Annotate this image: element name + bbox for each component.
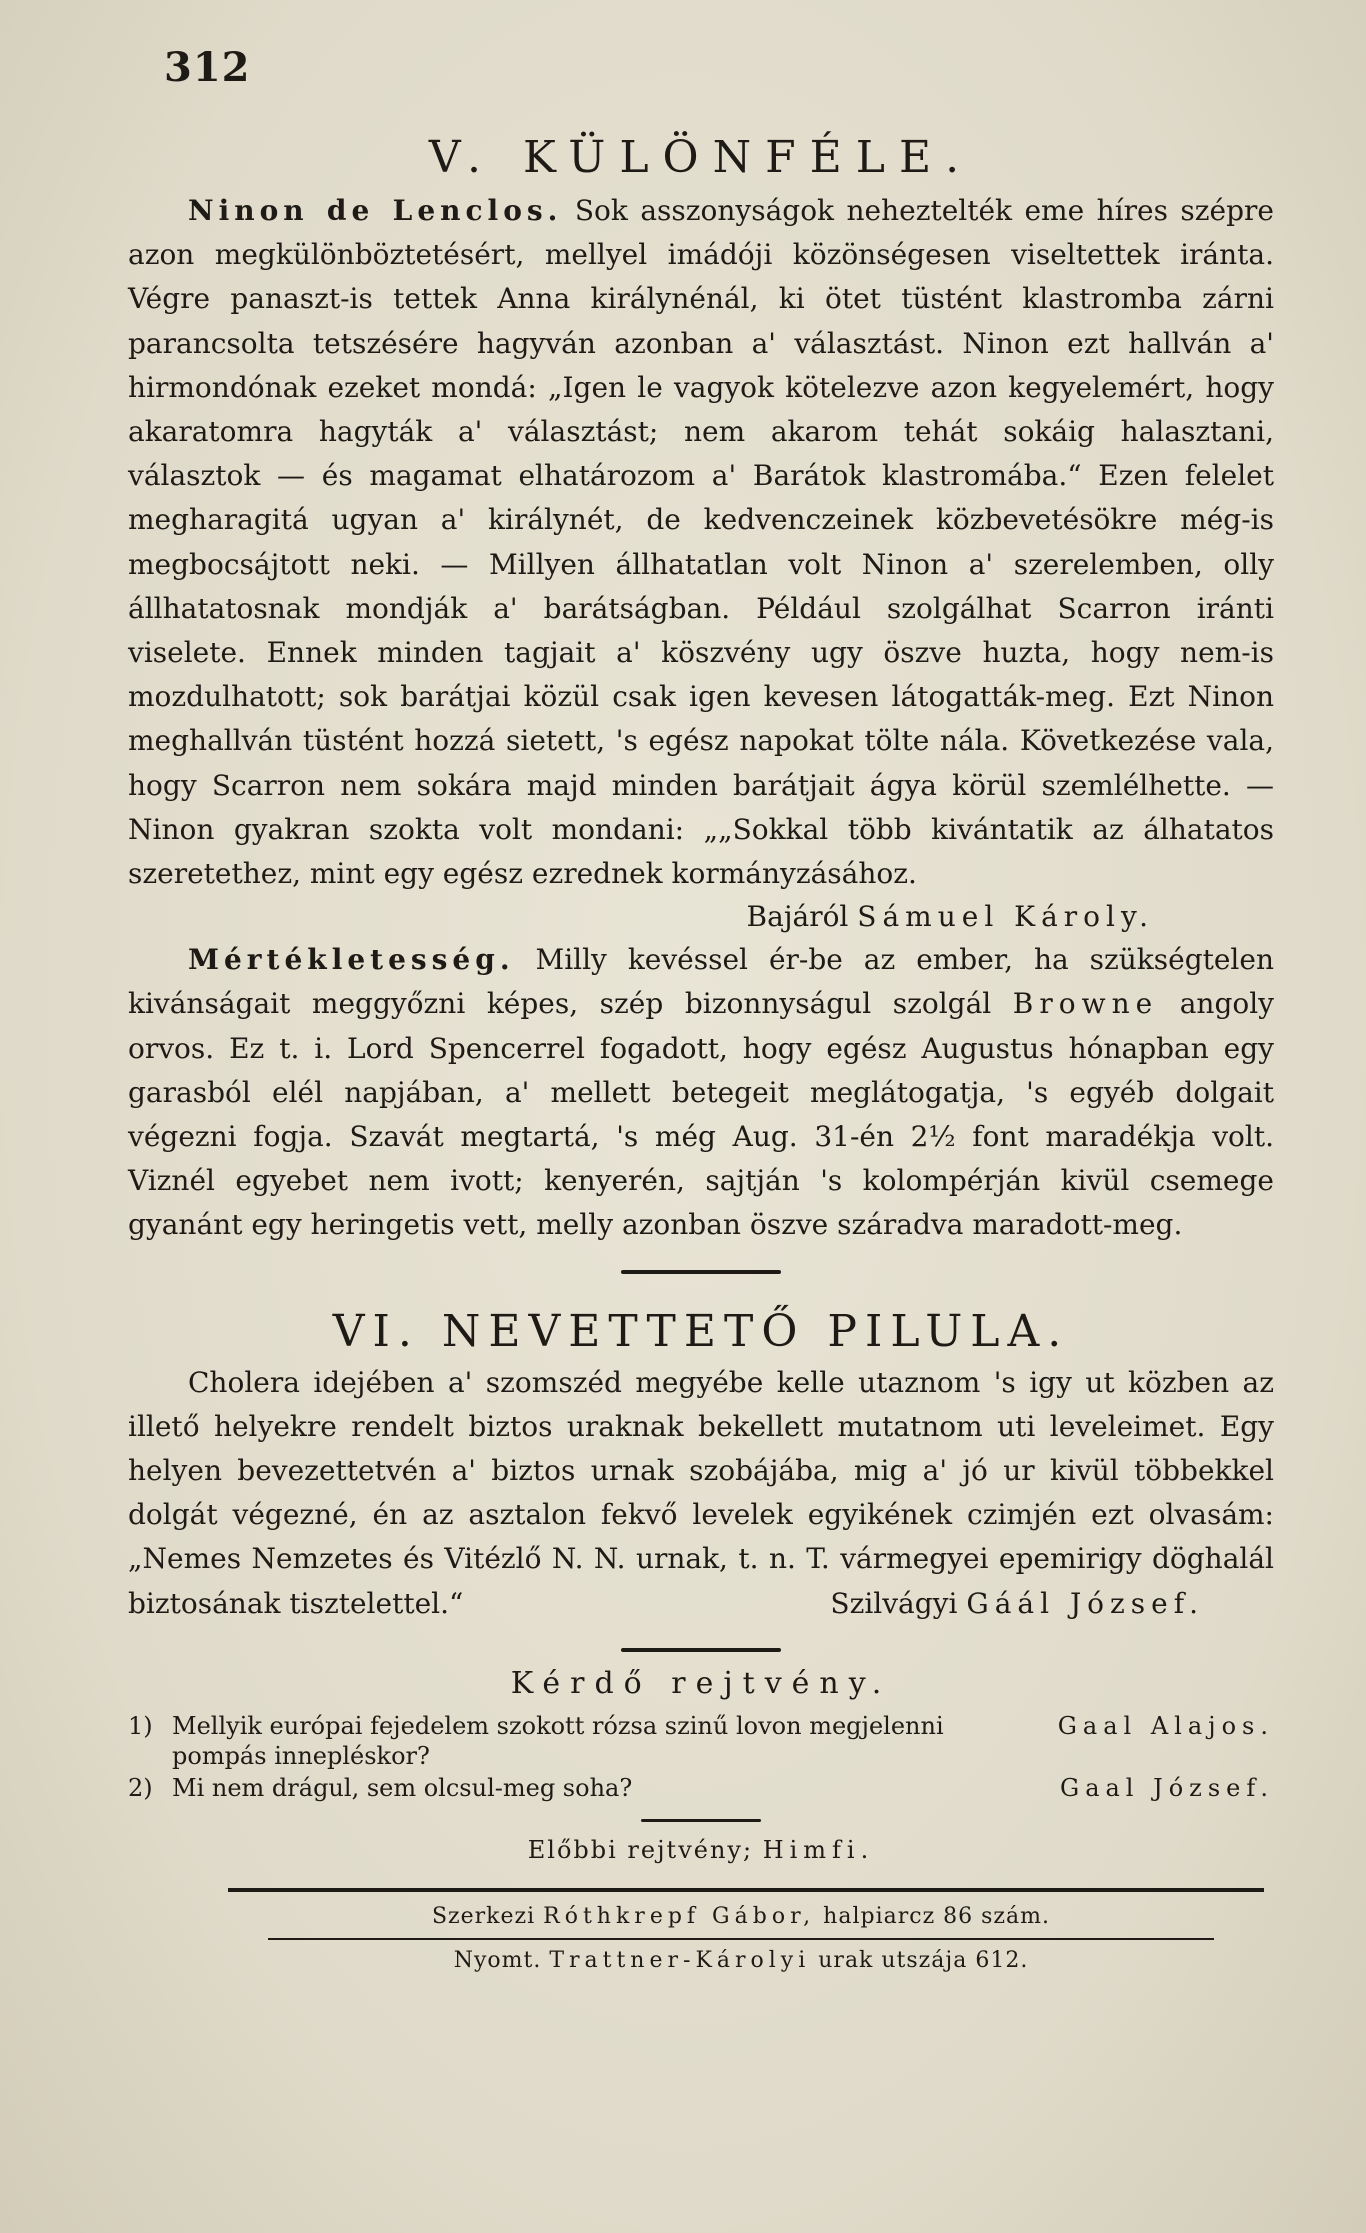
footer-editor-label: Szerkezi [431,1903,544,1929]
footer-printer-address: urak utszája 612. [810,1947,1029,1973]
footer-editor-name: Róthkrepf Gábor, [543,1903,816,1929]
riddle-title: Kérdő rejtvény. [510,1665,892,1701]
signature-origin-szilvagyi: Szilvágyi [830,1586,967,1620]
article-text-a: Milly kevéssel ér-be az ember, ha szükségtelen kivánságait meggyőzni képes, szép bizonnyságul szolgál [128,943,1274,1021]
article-lead-ninon: Ninon de Lenclos. [188,194,563,227]
signature-name-gaal: Gáál József. [966,1586,1204,1620]
riddle-number: 1) [128,1711,153,1740]
previous-riddle-answer [128,1836,1274,1864]
footer-printer-name: Trattner-Károlyi [549,1947,811,1973]
signature-samuel [128,896,1274,938]
page-number: 312 [164,44,251,91]
previous-riddle-solution: Himfi. [762,1835,875,1864]
riddle-question: Mi nem drágul, sem olcsul-meg soha? [172,1773,633,1802]
riddle-list [128,1711,1274,1803]
footer-rule [228,1888,1264,1892]
riddle-item [128,1711,1274,1771]
previous-riddle-label: Előbbi rejtvény; [527,1835,763,1864]
riddle-author: Gaal Alajos. [1057,1711,1274,1740]
riddle-number: 2) [128,1773,153,1802]
section-title-kulonfele: V. KÜLÖNFÉLE. [428,132,974,183]
article-cholera [128,1361,1274,1626]
article-lead-mertekletesseg: Mértékletesség. [188,943,515,977]
footer-editor [128,1900,1274,1934]
section-title-pilula: VI. NEVETTETŐ PILULA. [332,1305,1070,1357]
article-text-b: angoly orvos. Ez t. i. Lord Spencerrel fogadott, hogy egész Augustus hónapban egy garasból elél napjában, a' mellett betegeit meglátogatja, 's egyéb dolgait végezni fogja. Szavát megtartá, 's még Aug. 31-én 2½ font maradékja volt. Viznél egyebet nem ivott; kenyerén, sajtján 's kolompérján kivül csemege gyanánt egy heringetis vett, melly azonban öszve száradva maradott-meg. [128,987,1274,1242]
riddle-item [128,1773,1274,1803]
divider-rule-3 [641,1819,761,1822]
article-ninon [128,189,1274,896]
footer-printer-label: Nyomt. [453,1947,550,1973]
signature-gaal [770,1582,1274,1626]
riddle-question: Mellyik európai fejedelem szokott rózsa szinű lovon megjelenni pompás innepléskor? [172,1711,944,1770]
person-name-browne: Browne [1012,987,1159,1021]
riddle-author: Gaal József. [1060,1773,1274,1802]
article-text-cholera: Cholera idejében a' szomszéd megyébe kelle utaznom 's igy ut közben az illető helyekre rendelt biztos uraknak bekellett mutatnom uti leveleimet. Egy helyen bevezettetvén a' biztos urnak szobájába, mig a' jó ur kivül többekkel dolgát végezné, én az asztalon fekvő levelek egyikének czimjén ezt olvasám: „Nemes Nemzetes és Vitézlő N. N. urnak, t. n. T. vármegyei epemirigy döghalál biztosának tisztelettel.“ [128,1365,1274,1620]
footer-rule-thin [268,1938,1214,1940]
signature-origin: Bajáról [746,900,858,934]
signature-name: Sámuel Károly. [857,900,1154,934]
footer-printer [128,1944,1274,1978]
footer-editor-address: halpiarcz 86 szám. [815,1903,1050,1929]
divider-rule-2 [621,1648,781,1652]
article-mertekletesseg [128,938,1274,1247]
article-text-ninon: Sok asszonyságok neheztelték eme híres szépre azon megkülönböztetésért, mellyel imádóji közönségesen viseltettek iránta. Végre panaszt-is tettek Anna királynénál, ki ötet tüstént klastromba zárni parancsolta tetszésére hagyván azonban a' választást. Ninon ezt hallván a' hirmondónak ezeket mondá: „Igen le vagyok kötelezve azon kegyelemért, hogy akaratomra hagyták a' választást; nem akarom tehát sokáig halasztani, választok — és magamat elhatározom a' Barátok klastromába.“ Ezen felelet megharagitá ugyan a' királynét, de kedvenczeinek közbevetésökre még-is megbocsájtott neki. — Millyen állhatatlan volt Ninon a' szerelemben, olly állhatatosnak mondják a' barátságban. Például szolgálhat Scarron iránti viselete. Ennek minden tagjait a' köszvény ugy öszve huzta, hogy nem-is mozdulhatott; sok barátjai közül csak igen kevesen látogatták-meg. Ezt Ninon meghallván tüstént hozzá sietett, 's egész napokat tölte nála. Következése vala, hogy Scarron nem sokára majd minden barátjait ágya körül szemlélhette. — Ninon gyakran szokta volt mondani: „„Sokkal több kivántatik az álhatatos szeretethez, mint egy egész ezrednek kormányzásához. [128,194,1274,891]
divider-rule [621,1270,781,1274]
